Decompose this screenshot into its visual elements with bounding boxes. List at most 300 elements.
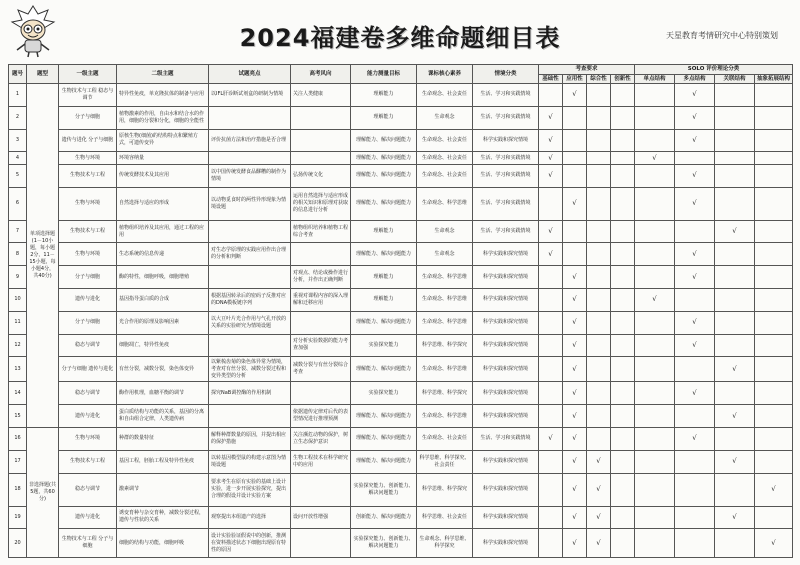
check-mark-icon: √: [635, 289, 675, 312]
cell-point: 以转基因模型鼠的构建示意图为情境设题: [209, 450, 291, 473]
cell-topic1: 遗传与进化 分子与细胞: [59, 129, 117, 152]
publisher-text: 天星教育考情研究中心特别策划: [666, 31, 778, 40]
col-group-requirements: 考查要求: [539, 65, 635, 75]
cell-solo-mark: [715, 289, 755, 312]
cell-point: 评价抗菌方法和治疗措施是否合理: [209, 129, 291, 152]
cell-situation: 科学实践和探究情境: [473, 243, 539, 266]
cell-literacy: 生命观念、科学思维: [417, 357, 473, 382]
cell-num: 17: [9, 450, 27, 473]
cell-requirement-mark: [587, 164, 611, 187]
cell-requirement-mark: [563, 243, 587, 266]
cell-solo-mark: [635, 473, 675, 506]
cell-num: 20: [9, 529, 27, 558]
cell-trend: 对观点、结论或操作进行分析，并作出正确判断: [291, 266, 351, 289]
table-row: [9, 529, 793, 558]
cell-trend: 对分析实验数据的能力考查加强: [291, 334, 351, 357]
cell-topic1: 生物技术与工程: [59, 164, 117, 187]
cell-solo-mark: [715, 243, 755, 266]
page-title: 2024福建卷多维命题细目表: [239, 24, 561, 52]
cell-ability: 理解能力: [351, 266, 417, 289]
cell-solo-mark: [635, 164, 675, 187]
cell-trend: 植物组织培养和植物工程综合考查: [291, 220, 351, 243]
table-row: [9, 473, 793, 506]
cell-requirement-mark: [539, 506, 563, 529]
cell-ability: 理解能力、解决问题能力: [351, 405, 417, 428]
cell-solo-mark: [675, 152, 715, 165]
cell-solo-mark: [635, 405, 675, 428]
cell-solo-mark: [715, 129, 755, 152]
cell-requirement-mark: [539, 334, 563, 357]
cell-topic2: 激素调节: [117, 473, 209, 506]
col-solo: 关联结构: [715, 75, 755, 84]
cell-point: 探究NaB调控酶的作用机制: [209, 382, 291, 405]
cell-trend: [291, 243, 351, 266]
cell-solo-mark: [675, 289, 715, 312]
cell-trend: [291, 152, 351, 165]
col-req: 基础性: [539, 75, 563, 84]
cell-num: 7: [9, 220, 27, 243]
cell-point: [209, 220, 291, 243]
cell-requirement-mark: [539, 311, 563, 334]
cell-situation: 生活、学习和实践情境: [473, 220, 539, 243]
cell-trend: 生物工程技术在科学研究中的应用: [291, 450, 351, 473]
cell-trend: [291, 382, 351, 405]
col-situation: 情境分类: [473, 65, 539, 84]
cell-topic1: 稳态与调节: [59, 334, 117, 357]
cell-solo-mark: [675, 450, 715, 473]
cell-trend: 关注濒危动物的保护，树立生态保护意识: [291, 428, 351, 451]
cell-requirement-mark: [611, 405, 635, 428]
cell-solo-mark: [635, 428, 675, 451]
check-mark-icon: √: [539, 243, 563, 266]
check-mark-icon: √: [715, 450, 755, 473]
cell-solo-mark: [755, 164, 793, 187]
cell-solo-mark: [715, 334, 755, 357]
table-row: [9, 164, 793, 187]
cell-topic1: 生物技术与工程 分子与细胞: [59, 529, 117, 558]
cell-topic2: 原核生物(细菌)的结构特点和繁殖方式，可遗传变异: [117, 129, 209, 152]
check-mark-icon: √: [587, 450, 611, 473]
cell-solo-mark: [755, 357, 793, 382]
cell-literacy: 生命观念: [417, 220, 473, 243]
table-row: [9, 334, 793, 357]
table-row: [9, 152, 793, 165]
cell-requirement-mark: [539, 529, 563, 558]
cell-trend: [291, 473, 351, 506]
cell-requirement-mark: [611, 428, 635, 451]
cell-ability: 理解能力、解决问题能力: [351, 311, 417, 334]
cell-requirement-mark: [587, 152, 611, 165]
cell-solo-mark: [635, 243, 675, 266]
cell-literacy: 生命观念、社会责任: [417, 84, 473, 107]
cell-ability: 理解能力、解决问题能力: [351, 187, 417, 220]
cell-solo-mark: [635, 84, 675, 107]
cell-solo-mark: [755, 106, 793, 129]
check-mark-icon: √: [563, 357, 587, 382]
cell-literacy: 生命观念、科学思维: [417, 289, 473, 312]
cell-literacy: 生命观念、科学思维: [417, 187, 473, 220]
check-mark-icon: √: [539, 152, 563, 165]
check-mark-icon: √: [539, 220, 563, 243]
cell-topic2: 蛋白质结构与功能的关系，基因的分离和自由组合定律，人类遗传病: [117, 405, 209, 428]
cell-requirement-mark: [611, 289, 635, 312]
cell-requirement-mark: [539, 289, 563, 312]
cell-topic2: 植物激素的作用，自由水和结合水的作用，细胞的分裂和分化，细胞的全能性: [117, 106, 209, 129]
cell-point: 以IFL肝诊断试剂盒的研制为情境: [209, 84, 291, 107]
col-group-solo: SOLO 评价理论分类: [635, 65, 793, 75]
cell-situation: 科学实践和探究情境: [473, 382, 539, 405]
cell-requirement-mark: [611, 506, 635, 529]
cell-situation: 生活、学习和实践情境: [473, 428, 539, 451]
cell-point: 观察提出本组遗产的选择: [209, 506, 291, 529]
cell-solo-mark: [715, 529, 755, 558]
check-mark-icon: √: [715, 357, 755, 382]
cell-situation: 生活、学习和实践情境: [473, 106, 539, 129]
cell-requirement-mark: [539, 84, 563, 107]
cell-requirement-mark: [587, 220, 611, 243]
cell-requirement-mark: [587, 428, 611, 451]
cell-solo-mark: [755, 428, 793, 451]
cell-requirement-mark: [563, 164, 587, 187]
cell-ability: 理解能力、解决问题能力: [351, 129, 417, 152]
cell-topic2: 有丝分裂，减数分裂，染色体变异: [117, 357, 209, 382]
cell-requirement-mark: [587, 266, 611, 289]
cell-requirement-mark: [587, 187, 611, 220]
cell-literacy: 生命观念、社会责任: [417, 129, 473, 152]
cell-trend: 重视对课程内容的深入理解和迁移应用: [291, 289, 351, 312]
cell-requirement-mark: [563, 106, 587, 129]
cell-trend: [291, 529, 351, 558]
cell-solo-mark: [635, 311, 675, 334]
cell-requirement-mark: [611, 129, 635, 152]
cell-solo-mark: [635, 220, 675, 243]
table-row: [9, 428, 793, 451]
cell-requirement-mark: [611, 266, 635, 289]
cell-topic1: 分子与细胞: [59, 311, 117, 334]
cell-situation: 科学实践和探究情境: [473, 289, 539, 312]
cell-topic1: 生物与环境: [59, 243, 117, 266]
cell-situation: 生活、学习和实践情境: [473, 152, 539, 165]
col-literacy: 课标核心素养: [417, 65, 473, 84]
cell-point: 要求考生在原有实验的基础上设计实验，进一步开展实验探究，提出合理的假设并设计实验方案: [209, 473, 291, 506]
cell-point: 解释种群数量的原因，并提出相应的保护措施: [209, 428, 291, 451]
check-mark-icon: √: [563, 450, 587, 473]
table-row: [9, 357, 793, 382]
check-mark-icon: √: [563, 405, 587, 428]
check-mark-icon: √: [675, 164, 715, 187]
cell-requirement-mark: [587, 382, 611, 405]
cell-literacy: 科学思维、科学探究: [417, 334, 473, 357]
cell-ability: 理解能力: [351, 289, 417, 312]
cell-point: 以中国传统发酵食品醪糟的制作为情境: [209, 164, 291, 187]
cell-solo-mark: [635, 129, 675, 152]
cell-solo-mark: [635, 334, 675, 357]
cell-solo-mark: [755, 152, 793, 165]
cell-literacy: 生命观念、社会责任: [417, 428, 473, 451]
check-mark-icon: √: [755, 529, 793, 558]
cell-trend: 依据遗传定律对后代的表型情况进行推理预测: [291, 405, 351, 428]
check-mark-icon: √: [715, 405, 755, 428]
cell-requirement-mark: [611, 164, 635, 187]
cell-situation: 科学实践和探究情境: [473, 311, 539, 334]
check-mark-icon: √: [563, 187, 587, 220]
check-mark-icon: √: [563, 289, 587, 312]
cell-requirement-mark: [539, 450, 563, 473]
cell-solo-mark: [755, 289, 793, 312]
cell-solo-mark: [635, 382, 675, 405]
cell-literacy: 生命观念、社会责任: [417, 164, 473, 187]
cell-topic1: 生物技术与工程 稳态与调节: [59, 84, 117, 107]
cell-point: 根据基因转录后的密码子反推对应的DNA模板链序列: [209, 289, 291, 312]
cell-situation: 科学实践和探究情境: [473, 450, 539, 473]
cell-solo-mark: [675, 357, 715, 382]
cell-situation: 生活、学习和实践情境: [473, 187, 539, 220]
cell-solo-mark: [755, 450, 793, 473]
check-mark-icon: √: [635, 152, 675, 165]
cell-solo-mark: [715, 106, 755, 129]
check-mark-icon: √: [675, 187, 715, 220]
cell-topic1: 遗传与进化: [59, 405, 117, 428]
table-row: [9, 266, 793, 289]
cell-requirement-mark: [611, 106, 635, 129]
cell-requirement-mark: [539, 382, 563, 405]
cell-requirement-mark: [611, 152, 635, 165]
cell-topic2: 细胞的结构与功能，细胞呼吸: [117, 529, 209, 558]
col-point: 试题亮点: [209, 65, 291, 84]
cell-solo-mark: [755, 84, 793, 107]
cell-requirement-mark: [587, 405, 611, 428]
cell-solo-mark: [675, 473, 715, 506]
cell-requirement-mark: [611, 382, 635, 405]
cell-requirement-mark: [587, 106, 611, 129]
cell-topic2: 植物组织培养及其应用，通过工程的应用: [117, 220, 209, 243]
cell-topic1: 稳态与调节: [59, 382, 117, 405]
cell-num: 14: [9, 382, 27, 405]
cell-point: 以紫梳齿菊的染色体异常为情境，考查对有丝分裂、减数分裂过程和变异类型的分析: [209, 357, 291, 382]
check-mark-icon: √: [675, 243, 715, 266]
cell-solo-mark: [755, 334, 793, 357]
cell-topic2: 自然选择与适应的形成: [117, 187, 209, 220]
cell-solo-mark: [675, 506, 715, 529]
cell-topic2: 种群的数量特征: [117, 428, 209, 451]
cell-num: 4: [9, 152, 27, 165]
cell-num: 9: [9, 266, 27, 289]
cell-topic1: 生物技术与工程: [59, 450, 117, 473]
cell-point: [209, 266, 291, 289]
cell-trend: 关注人类健康: [291, 84, 351, 107]
check-mark-icon: √: [715, 220, 755, 243]
cell-situation: 科学实践和探究情境: [473, 266, 539, 289]
check-mark-icon: √: [539, 106, 563, 129]
cell-num: 16: [9, 428, 27, 451]
cell-point: 设计实验验证假说中的创新，推测在资料描述状态下细胞出现原有特性的原因: [209, 529, 291, 558]
cell-solo-mark: [715, 84, 755, 107]
cell-trend: [291, 129, 351, 152]
cell-trend: 弘扬传统文化: [291, 164, 351, 187]
cell-situation: 科学实践和探究情境: [473, 405, 539, 428]
table-row: [9, 289, 793, 312]
cell-point: 对生态学原理的实践应用作出合理的分析和判断: [209, 243, 291, 266]
cell-num: 19: [9, 506, 27, 529]
cell-num: 11: [9, 311, 27, 334]
col-topic1: 一级主题: [59, 65, 117, 84]
cell-point: 以动物觅食时的两性异形现象为情境设题: [209, 187, 291, 220]
cell-num: 6: [9, 187, 27, 220]
cell-topic1: 遗传与进化: [59, 289, 117, 312]
cell-requirement-mark: [563, 152, 587, 165]
cell-solo-mark: [635, 106, 675, 129]
cell-solo-mark: [755, 266, 793, 289]
cell-topic1: 分子与细胞: [59, 106, 117, 129]
cell-situation: 生活、学习和实践情境: [473, 84, 539, 107]
cell-solo-mark: [755, 405, 793, 428]
cell-num: 3: [9, 129, 27, 152]
cell-topic2: 生态系统的信息传递: [117, 243, 209, 266]
cell-solo-mark: [635, 357, 675, 382]
cell-topic2: 基因指导蛋白质的合成: [117, 289, 209, 312]
cell-point: [209, 405, 291, 428]
table-header: [9, 65, 793, 84]
col-solo: 抽象拓展结构: [755, 75, 793, 84]
table-row: [9, 129, 793, 152]
cell-ability: 理解能力: [351, 84, 417, 107]
cell-requirement-mark: [587, 129, 611, 152]
cell-ability: 理解能力、解决问题能力: [351, 152, 417, 165]
cell-num: 18: [9, 473, 27, 506]
cell-ability: 理解能力、解决问题能力: [351, 428, 417, 451]
check-mark-icon: √: [675, 106, 715, 129]
check-mark-icon: √: [539, 129, 563, 152]
check-mark-icon: √: [563, 382, 587, 405]
cell-solo-mark: [715, 152, 755, 165]
cell-solo-mark: [675, 220, 715, 243]
cell-requirement-mark: [587, 243, 611, 266]
col-num: 题号: [9, 65, 27, 84]
cell-solo-mark: [715, 266, 755, 289]
table-row: [9, 220, 793, 243]
check-mark-icon: √: [675, 382, 715, 405]
cell-num: 12: [9, 334, 27, 357]
cell-requirement-mark: [587, 289, 611, 312]
cell-solo-mark: [715, 164, 755, 187]
cell-situation: 科学实践和探究情境: [473, 334, 539, 357]
cell-topic2: 特异性免疫，单克隆抗体的制备与应用: [117, 84, 209, 107]
col-type: 题型: [27, 65, 59, 84]
cell-requirement-mark: [611, 473, 635, 506]
cell-ability: 理解能力: [351, 106, 417, 129]
col-topic2: 二级主题: [117, 65, 209, 84]
table-body: [9, 84, 793, 558]
cell-requirement-mark: [563, 220, 587, 243]
cell-solo-mark: [755, 243, 793, 266]
cell-topic1: 遗传与进化: [59, 506, 117, 529]
check-mark-icon: √: [563, 266, 587, 289]
check-mark-icon: √: [675, 428, 715, 451]
cell-ability: 实验探究能力、创新能力、解决问题能力: [351, 473, 417, 506]
cell-trend: [291, 311, 351, 334]
table-row: [9, 311, 793, 334]
cell-solo-mark: [755, 382, 793, 405]
cell-solo-mark: [755, 187, 793, 220]
check-mark-icon: √: [755, 473, 793, 506]
cell-num: 15: [9, 405, 27, 428]
cell-topic1: 分子与细胞 遗传与进化: [59, 357, 117, 382]
check-mark-icon: √: [563, 84, 587, 107]
cell-situation: 生活、学习和实践情境: [473, 164, 539, 187]
cell-topic1: 生物技术与工程: [59, 220, 117, 243]
cell-requirement-mark: [611, 187, 635, 220]
cell-literacy: 科学思维、科学探究: [417, 382, 473, 405]
check-mark-icon: √: [675, 311, 715, 334]
cell-situation: 科学实践和探究情境: [473, 473, 539, 506]
cell-solo-mark: [635, 187, 675, 220]
cell-point: [209, 152, 291, 165]
table-row: [9, 382, 793, 405]
cell-point: 以大豆叶片光合作用与气孔开放的关系的实验研究为情境设题: [209, 311, 291, 334]
cell-solo-mark: [755, 311, 793, 334]
check-mark-icon: √: [675, 266, 715, 289]
cell-ability: 理解能力: [351, 220, 417, 243]
cell-num: 2: [9, 106, 27, 129]
cell-ability: 理解能力、解决问题能力: [351, 357, 417, 382]
cell-trend: 减数分裂与有丝分裂综合考查: [291, 357, 351, 382]
cell-requirement-mark: [563, 129, 587, 152]
cell-ability: 实验探究能力: [351, 382, 417, 405]
check-mark-icon: √: [563, 529, 587, 558]
cell-solo-mark: [675, 529, 715, 558]
cell-requirement-mark: [587, 334, 611, 357]
cell-ability: 理解能力、解决问题能力: [351, 243, 417, 266]
cell-requirement-mark: [587, 357, 611, 382]
cell-solo-mark: [715, 382, 755, 405]
cell-requirement-mark: [539, 266, 563, 289]
col-req: 综合性: [587, 75, 611, 84]
table-row: [9, 506, 793, 529]
check-mark-icon: √: [563, 428, 587, 451]
cell-requirement-mark: [611, 357, 635, 382]
check-mark-icon: √: [675, 84, 715, 107]
cell-topic2: 细胞凋亡，特异性免疫: [117, 334, 209, 357]
cell-num: 13: [9, 357, 27, 382]
table-row: [9, 243, 793, 266]
cell-ability: 实验探究能力、创新能力、解决问题能力: [351, 529, 417, 558]
check-mark-icon: √: [587, 473, 611, 506]
cell-requirement-mark: [611, 243, 635, 266]
cell-type: 非选择题(共5题，共60分): [27, 428, 59, 558]
cell-literacy: 生命观念: [417, 106, 473, 129]
cell-topic2: 基因工程，胚胎工程及特异性免疫: [117, 450, 209, 473]
cell-point: [209, 106, 291, 129]
cell-literacy: 生命观念、科学思维: [417, 311, 473, 334]
cell-requirement-mark: [539, 357, 563, 382]
table-row: [9, 106, 793, 129]
cell-situation: 科学实践和探究情境: [473, 529, 539, 558]
cell-solo-mark: [675, 405, 715, 428]
cell-solo-mark: [635, 450, 675, 473]
table-row: [9, 84, 793, 107]
cell-solo-mark: [715, 187, 755, 220]
cell-type: 单项选择题(1－10小题，每小题2分，11－15小题，每小题4分，共40分): [27, 84, 59, 428]
cell-literacy: 生命观念、科学思维: [417, 266, 473, 289]
cell-topic1: 稳态与调节: [59, 473, 117, 506]
col-ability: 能力测量目标: [351, 65, 417, 84]
cell-requirement-mark: [611, 529, 635, 558]
cell-solo-mark: [755, 506, 793, 529]
table-row: [9, 405, 793, 428]
cell-literacy: 科学思维、社会责任: [417, 506, 473, 529]
cell-requirement-mark: [539, 473, 563, 506]
cell-point: [209, 334, 291, 357]
